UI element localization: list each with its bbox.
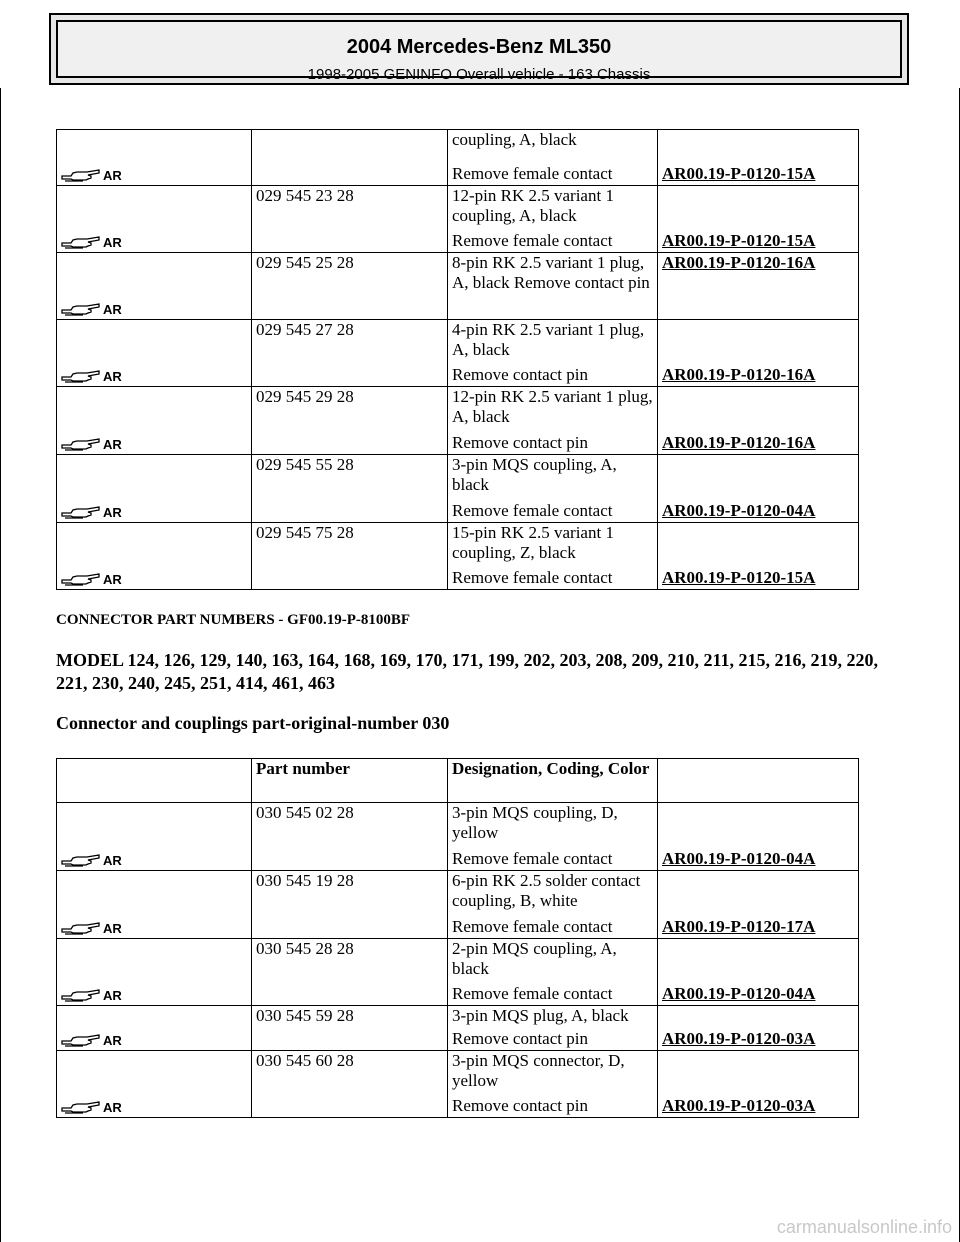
part-number-cell bbox=[252, 130, 448, 186]
table-row bbox=[57, 1006, 859, 1051]
reference-link[interactable]: AR00.19-P-0120-03A bbox=[662, 1029, 816, 1048]
removal-instruction: Remove female contact bbox=[452, 984, 613, 1003]
part-number-cell: 030 545 59 28 bbox=[252, 1006, 448, 1051]
hand-pointer-icon bbox=[61, 921, 122, 935]
removal-instruction: Remove contact pin bbox=[452, 1029, 588, 1048]
icon-cell bbox=[57, 939, 252, 1006]
reference-cell bbox=[658, 939, 859, 1006]
reference-link[interactable]: AR00.19-P-0120-16A bbox=[662, 433, 816, 452]
icon-cell bbox=[57, 455, 252, 523]
parts-table-030 bbox=[56, 758, 859, 1118]
designation-cell bbox=[448, 320, 658, 387]
hand-pointer-icon bbox=[61, 505, 122, 519]
designation-cell bbox=[448, 1051, 658, 1118]
designation-text: coupling, A, black bbox=[452, 130, 577, 149]
icon-cell bbox=[57, 1006, 252, 1051]
designation-text: 3-pin MQS coupling, D, yellow bbox=[452, 803, 618, 842]
model-list-heading: MODEL 124, 126, 129, 140, 163, 164, 168, 169, 170, 171, 199, 202, 203, 208, 209, 210, 211, 215, 216, 219, 220, 221, 230, 240, 245, 251, 414, 461, 463 bbox=[56, 650, 879, 693]
document-title: 2004 Mercedes-Benz ML350 bbox=[346, 36, 612, 58]
table-row bbox=[57, 939, 859, 1006]
part-number-cell: 030 545 19 28 bbox=[252, 871, 448, 939]
reference-cell bbox=[658, 455, 859, 523]
ar-label: AR bbox=[103, 302, 122, 317]
hand-pointer-icon bbox=[61, 572, 122, 586]
icon-cell bbox=[57, 523, 252, 590]
hand-pointer-icon bbox=[61, 853, 122, 867]
ar-label: AR bbox=[103, 235, 122, 250]
reference-link[interactable]: AR00.19-P-0120-16A bbox=[662, 365, 816, 384]
designation-cell bbox=[448, 130, 658, 186]
part-number-cell: 029 545 55 28 bbox=[252, 455, 448, 523]
part-number-cell: 030 545 28 28 bbox=[252, 939, 448, 1006]
header-cell-icon bbox=[57, 759, 252, 803]
reference-cell bbox=[658, 871, 859, 939]
designation-cell bbox=[448, 253, 658, 320]
hand-pointer-icon bbox=[61, 988, 122, 1002]
reference-cell bbox=[658, 130, 859, 186]
table-row bbox=[57, 130, 859, 186]
connector-part-numbers-heading: CONNECTOR PART NUMBERS - GF00.19-P-8100BF bbox=[56, 612, 411, 628]
icon-cell bbox=[57, 253, 252, 320]
designation-cell bbox=[448, 871, 658, 939]
ar-label: AR bbox=[103, 853, 122, 868]
designation-text: 12-pin RK 2.5 variant 1 plug, A, black bbox=[452, 387, 653, 426]
reference-link[interactable]: AR00.19-P-0120-04A bbox=[662, 501, 816, 520]
connector-030-subheading: Connector and couplings part-original-number 030 bbox=[56, 713, 450, 733]
hand-pointer-icon bbox=[61, 1033, 122, 1047]
part-number-cell: 030 545 02 28 bbox=[252, 803, 448, 871]
removal-instruction: Remove contact pin bbox=[452, 1096, 588, 1115]
header-cell-designation: Designation, Coding, Color bbox=[448, 759, 658, 803]
reference-link[interactable]: AR00.19-P-0120-15A bbox=[662, 164, 816, 183]
icon-cell bbox=[57, 186, 252, 253]
part-number-cell: 029 545 29 28 bbox=[252, 387, 448, 455]
designation-cell bbox=[448, 455, 658, 523]
icon-cell bbox=[57, 871, 252, 939]
designation-text: 2-pin MQS coupling, A, black bbox=[452, 939, 617, 978]
reference-link[interactable]: AR00.19-P-0120-17A bbox=[662, 917, 816, 936]
hand-pointer-icon bbox=[61, 1100, 122, 1114]
hand-pointer-icon bbox=[61, 168, 122, 182]
icon-cell bbox=[57, 387, 252, 455]
part-number-cell: 029 545 27 28 bbox=[252, 320, 448, 387]
removal-instruction: Remove female contact bbox=[452, 231, 613, 250]
designation-cell bbox=[448, 387, 658, 455]
reference-link[interactable]: AR00.19-P-0120-04A bbox=[662, 984, 816, 1003]
table-row bbox=[57, 253, 859, 320]
header-cell-reference bbox=[658, 759, 859, 803]
designation-text: 6-pin RK 2.5 solder contact coupling, B, white bbox=[452, 871, 641, 910]
part-number-cell: 029 545 25 28 bbox=[252, 253, 448, 320]
reference-cell bbox=[658, 1006, 859, 1051]
reference-cell bbox=[658, 320, 859, 387]
page-left-border bbox=[0, 88, 1, 1242]
reference-link[interactable]: AR00.19-P-0120-15A bbox=[662, 568, 816, 587]
reference-link[interactable]: AR00.19-P-0120-16A bbox=[662, 253, 816, 272]
removal-instruction: Remove contact pin bbox=[452, 433, 588, 452]
table-row bbox=[57, 523, 859, 590]
removal-instruction: Remove female contact bbox=[452, 849, 613, 868]
parts-table-029 bbox=[56, 129, 859, 590]
ar-label: AR bbox=[103, 1033, 122, 1048]
table-row bbox=[57, 1051, 859, 1118]
reference-link[interactable]: AR00.19-P-0120-03A bbox=[662, 1096, 816, 1115]
reference-cell bbox=[658, 523, 859, 590]
designation-text: 3-pin MQS connector, D, yellow bbox=[452, 1051, 625, 1090]
ar-label: AR bbox=[103, 505, 122, 520]
ar-label: AR bbox=[103, 921, 122, 936]
icon-cell bbox=[57, 803, 252, 871]
part-number-cell: 029 545 23 28 bbox=[252, 186, 448, 253]
designation-cell bbox=[448, 523, 658, 590]
table-row bbox=[57, 803, 859, 871]
part-number-cell: 030 545 60 28 bbox=[252, 1051, 448, 1118]
designation-cell bbox=[448, 1006, 658, 1051]
designation-text: 12-pin RK 2.5 variant 1 coupling, A, black bbox=[452, 186, 614, 225]
ar-label: AR bbox=[103, 572, 122, 587]
watermark: carmanualsonline.info bbox=[776, 1217, 952, 1237]
hand-pointer-icon bbox=[61, 437, 122, 451]
icon-cell bbox=[57, 130, 252, 186]
ar-label: AR bbox=[103, 1100, 122, 1115]
reference-link[interactable]: AR00.19-P-0120-15A bbox=[662, 231, 816, 250]
removal-instruction: Remove contact pin bbox=[452, 365, 588, 384]
table-row bbox=[57, 320, 859, 387]
ar-label: AR bbox=[103, 437, 122, 452]
reference-cell bbox=[658, 803, 859, 871]
reference-cell bbox=[658, 387, 859, 455]
header-cell-part-number: Part number bbox=[252, 759, 448, 803]
hand-pointer-icon bbox=[61, 235, 122, 249]
reference-cell bbox=[658, 186, 859, 253]
reference-cell bbox=[658, 1051, 859, 1118]
designation-text: 3-pin MQS plug, A, black bbox=[452, 1006, 629, 1025]
ar-label: AR bbox=[103, 988, 122, 1003]
table-row bbox=[57, 186, 859, 253]
designation-cell bbox=[448, 939, 658, 1006]
table-row bbox=[57, 455, 859, 523]
document-subtitle: 1998-2005 GENINFO Overall vehicle - 163 Chassis bbox=[307, 66, 651, 83]
table-row bbox=[57, 387, 859, 455]
reference-cell bbox=[658, 253, 859, 320]
ar-label: AR bbox=[103, 168, 122, 183]
icon-cell bbox=[57, 1051, 252, 1118]
designation-text: 4-pin RK 2.5 variant 1 plug, A, black bbox=[452, 320, 645, 359]
ar-label: AR bbox=[103, 369, 122, 384]
hand-pointer-icon bbox=[61, 369, 122, 383]
designation-text: 3-pin MQS coupling, A, black bbox=[452, 455, 617, 494]
reference-link[interactable]: AR00.19-P-0120-04A bbox=[662, 849, 816, 868]
designation-text: 15-pin RK 2.5 variant 1 coupling, Z, black bbox=[452, 523, 614, 562]
table-header-row bbox=[57, 759, 859, 803]
hand-pointer-icon bbox=[61, 302, 122, 316]
designation-cell bbox=[448, 186, 658, 253]
part-number-cell: 029 545 75 28 bbox=[252, 523, 448, 590]
removal-instruction: Remove female contact bbox=[452, 164, 613, 183]
removal-instruction: Remove female contact bbox=[452, 568, 613, 587]
designation-text: 8-pin RK 2.5 variant 1 plug, A, black Remove contact pin bbox=[452, 253, 650, 292]
removal-instruction: Remove female contact bbox=[452, 917, 613, 936]
table-row bbox=[57, 871, 859, 939]
document-header-inner bbox=[56, 20, 902, 83]
icon-cell bbox=[57, 320, 252, 387]
document-header bbox=[49, 13, 909, 85]
designation-cell bbox=[448, 803, 658, 871]
removal-instruction: Remove female contact bbox=[452, 501, 613, 520]
